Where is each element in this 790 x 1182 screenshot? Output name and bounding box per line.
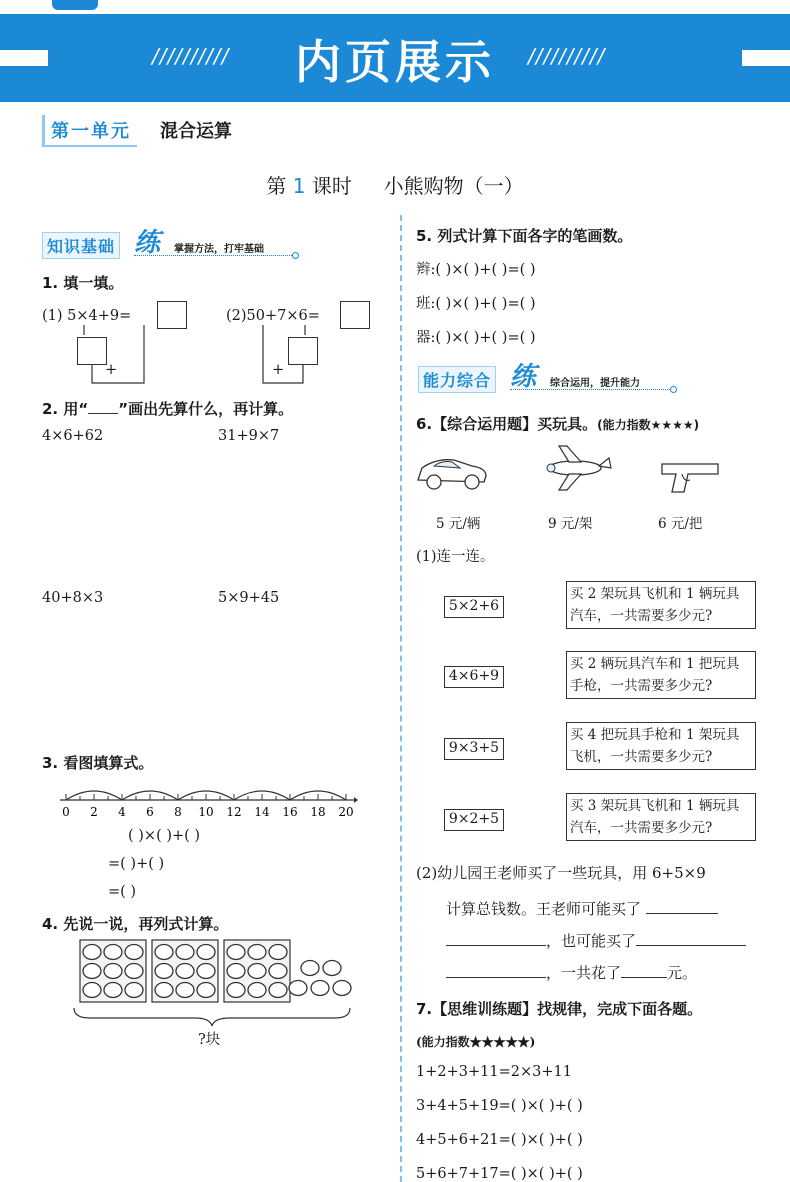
cookie bbox=[197, 983, 215, 998]
match-desc-3[interactable]: 买 4 把玩具手枪和 1 架玩具飞机，一共需要多少元? bbox=[566, 722, 756, 770]
cookie bbox=[301, 961, 319, 976]
q1-title: 1. 填一填。 bbox=[42, 274, 124, 292]
q5-title: 5. 列式计算下面各字的笔画数。 bbox=[416, 227, 633, 245]
q6-sub2-text-e: 元。 bbox=[667, 964, 698, 982]
cookie bbox=[104, 983, 122, 998]
q2-expr-4: 5×9+45 bbox=[218, 590, 280, 606]
lesson-prefix: 第 bbox=[266, 174, 287, 198]
section-knowledge-label: 知识基础 bbox=[42, 232, 120, 259]
cookie bbox=[104, 945, 122, 960]
q7-row-2: 3+4+5+19=( )×( )+( ) bbox=[416, 1098, 583, 1114]
cookie bbox=[197, 945, 215, 960]
section-knowledge-big: 练 bbox=[134, 228, 161, 258]
q5-row-3: 器:( )×( )+( )=( ) bbox=[416, 330, 536, 346]
cookie bbox=[248, 945, 266, 960]
number-line-label: 6 bbox=[146, 805, 154, 819]
cookie bbox=[333, 981, 351, 996]
q7-title: 7.【思维训练题】找规律，完成下面各题。 bbox=[416, 1000, 703, 1018]
q2-expr-3: 40+8×3 bbox=[42, 590, 104, 606]
number-line-label: 8 bbox=[174, 805, 182, 819]
cookie bbox=[227, 945, 245, 960]
q6-answer-5[interactable] bbox=[621, 962, 667, 978]
cookie bbox=[125, 964, 143, 979]
q6-rating: (能力指数★★★★) bbox=[597, 418, 700, 432]
q6-sub2-line3 bbox=[446, 930, 746, 951]
cookie bbox=[176, 964, 194, 979]
q6-sub1: (1)连一连。 bbox=[416, 549, 495, 565]
cookie bbox=[125, 983, 143, 998]
q4-brace bbox=[74, 1008, 350, 1026]
page-title: 内页展示 bbox=[295, 35, 495, 89]
q1-b-bracket bbox=[255, 325, 335, 390]
cookie bbox=[104, 964, 122, 979]
section-knowledge-dot bbox=[292, 252, 299, 259]
q4-title: 4. 先说一说，再列式计算。 bbox=[42, 915, 229, 933]
number-line-label: 12 bbox=[226, 805, 242, 819]
q4-cookie-trays bbox=[70, 938, 360, 1028]
number-line-arrow bbox=[354, 797, 358, 803]
q1-a-plus: + bbox=[105, 362, 118, 378]
section-knowledge-line bbox=[134, 255, 292, 256]
cookie bbox=[176, 983, 194, 998]
section-knowledge-sub: 掌握方法，打牢基础 bbox=[174, 244, 264, 255]
q5-row-1: 辫:( )×( )+( )=( ) bbox=[416, 262, 536, 278]
banner-slashes-right: ////////// bbox=[528, 44, 606, 68]
cookie bbox=[323, 961, 341, 976]
cookie bbox=[155, 983, 173, 998]
section-ability-big: 练 bbox=[510, 362, 537, 392]
number-line-label: 14 bbox=[254, 805, 270, 819]
q7-row-1: 1+2+3+11=2×3+11 bbox=[416, 1064, 572, 1080]
unit-name: 混合运算 bbox=[160, 121, 232, 142]
cookie bbox=[269, 945, 287, 960]
q1-a-expr: (1) 5×4+9= bbox=[42, 308, 132, 324]
cookie bbox=[311, 981, 329, 996]
q6-answer-1[interactable] bbox=[646, 898, 718, 914]
cookie bbox=[176, 945, 194, 960]
cookie bbox=[227, 964, 245, 979]
number-line-label: 10 bbox=[198, 805, 214, 819]
top-strip bbox=[0, 0, 790, 14]
top-tab bbox=[52, 0, 98, 10]
section-ability-line bbox=[510, 389, 670, 390]
section-knowledge bbox=[42, 228, 302, 258]
match-expr-1[interactable]: 5×2+6 bbox=[444, 596, 504, 618]
q1-b-expr: (2)50+7×6= bbox=[226, 308, 320, 324]
cookie bbox=[227, 983, 245, 998]
section-ability bbox=[418, 362, 688, 392]
cookie bbox=[248, 964, 266, 979]
q2-underline-sample bbox=[88, 413, 118, 414]
q6-sub2-text-d: ，一共花了 bbox=[546, 964, 622, 982]
lesson-title bbox=[0, 170, 790, 199]
number-line-label: 2 bbox=[90, 805, 98, 819]
toy-pistol-icon bbox=[658, 456, 724, 496]
cookie bbox=[83, 964, 101, 979]
toy-car-icon bbox=[412, 450, 492, 496]
section-ability-label: 能力综合 bbox=[418, 366, 496, 393]
column-divider bbox=[400, 215, 402, 1182]
section-ability-sub: 综合运用，提升能力 bbox=[550, 378, 640, 389]
number-line bbox=[58, 778, 358, 826]
q7-row-4: 5+6+7+17=( )×( )+( ) bbox=[416, 1166, 583, 1182]
q1-b-plus: + bbox=[272, 362, 285, 378]
match-desc-1[interactable]: 买 2 架玩具飞机和 1 辆玩具汽车，一共需要多少元? bbox=[566, 581, 756, 629]
match-expr-2[interactable]: 4×6+9 bbox=[444, 666, 504, 688]
q7-row-3: 4+5+6+21=( )×( )+( ) bbox=[416, 1132, 583, 1148]
q6-sub2-line4 bbox=[446, 962, 697, 983]
match-desc-2[interactable]: 买 2 辆玩具汽车和 1 把玩具手枪，一共需要多少元? bbox=[566, 651, 756, 699]
cookie bbox=[289, 981, 307, 996]
banner-slashes-left: ////////// bbox=[152, 44, 230, 68]
lesson-name: 小熊购物（一） bbox=[383, 174, 524, 198]
number-line-label: 18 bbox=[310, 805, 326, 819]
q2-expr-1: 4×6+62 bbox=[42, 428, 104, 444]
lesson-suffix: 课时 bbox=[311, 174, 352, 198]
header-banner bbox=[0, 14, 790, 102]
number-line-label: 4 bbox=[118, 805, 126, 819]
cookie bbox=[269, 983, 287, 998]
q6-answer-3[interactable] bbox=[636, 930, 746, 946]
number-line-label: 20 bbox=[338, 805, 354, 819]
number-line-label: 16 bbox=[282, 805, 298, 819]
unit-badge: 第一单元 bbox=[42, 115, 137, 147]
q4-question: ?块 bbox=[198, 1032, 221, 1048]
q6-title-text: 6.【综合运用题】买玩具。 bbox=[416, 415, 598, 433]
q6-sub2-line2 bbox=[446, 898, 718, 919]
match-desc-4[interactable]: 买 3 架玩具飞机和 1 辆玩具汽车，一共需要多少元? bbox=[566, 793, 756, 841]
q3-title: 3. 看图填算式。 bbox=[42, 754, 154, 772]
number-line-label: 0 bbox=[62, 805, 70, 819]
q3-line-1: ( )×( )+( ) bbox=[128, 828, 201, 844]
price-car: 5 元/辆 bbox=[436, 516, 481, 532]
price-plane: 9 元/架 bbox=[548, 516, 593, 532]
q3-line-3: =( ) bbox=[108, 884, 137, 900]
cookie bbox=[83, 945, 101, 960]
q6-sub2-line1: (2)幼儿园王老师买了一些玩具，用 6+5×9 bbox=[416, 864, 706, 882]
cookie bbox=[155, 964, 173, 979]
q1-b-answer-box[interactable] bbox=[340, 301, 370, 329]
cookie bbox=[197, 964, 215, 979]
match-expr-4[interactable]: 9×2+5 bbox=[444, 809, 504, 831]
q6-sub2-text-c: ，也可能买了 bbox=[546, 932, 637, 950]
q6-answer-2[interactable] bbox=[446, 930, 546, 946]
q5-row-2: 班:( )×( )+( )=( ) bbox=[416, 296, 536, 312]
q2-expr-2: 31+9×7 bbox=[218, 428, 280, 444]
q7-rating: (能力指数★★★★★) bbox=[416, 1035, 536, 1049]
price-pistol: 6 元/把 bbox=[658, 516, 703, 532]
q6-title bbox=[416, 413, 699, 434]
cookie bbox=[248, 983, 266, 998]
q6-sub2-text-b: 计算总钱数。王老师可能买了 bbox=[446, 900, 642, 918]
cookie bbox=[125, 945, 143, 960]
section-ability-dot bbox=[670, 386, 677, 393]
cookie bbox=[269, 964, 287, 979]
q2-title bbox=[42, 398, 293, 419]
q3-line-2: =( )+( ) bbox=[108, 856, 165, 872]
q2-title-pre: 2. 用“ bbox=[42, 400, 89, 418]
toy-plane-icon bbox=[535, 442, 615, 494]
q1-a-bracket bbox=[74, 325, 174, 390]
cookie bbox=[155, 945, 173, 960]
cookie bbox=[83, 983, 101, 998]
q6-answer-4[interactable] bbox=[446, 962, 546, 978]
lesson-number: 1 bbox=[292, 174, 306, 198]
q2-title-post: ”画出先算什么，再计算。 bbox=[118, 400, 294, 418]
match-expr-3[interactable]: 9×3+5 bbox=[444, 738, 504, 760]
